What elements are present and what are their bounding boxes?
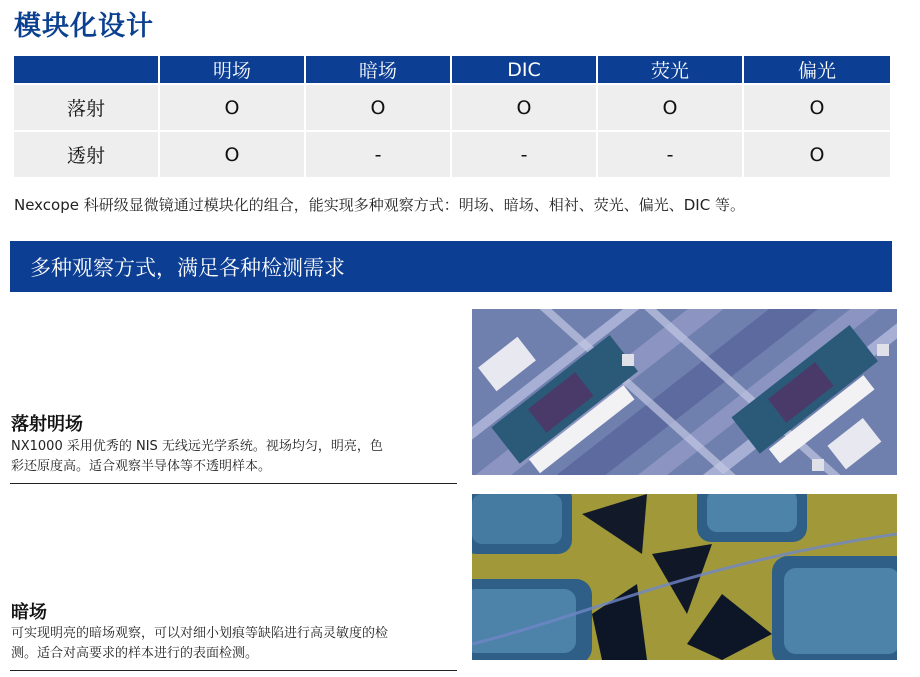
- row-header: 透射: [14, 130, 160, 177]
- feature-title-brightfield: 落射明场: [11, 414, 83, 435]
- table-cell: O: [160, 83, 306, 130]
- table-cell: O: [306, 83, 452, 130]
- divider: [10, 670, 457, 671]
- feature-text-line: 可实现明亮的暗场观察，可以对细小划痕等缺陷进行高灵敏度的检: [11, 626, 389, 641]
- table-cell: O: [160, 130, 306, 177]
- table-row: [14, 83, 890, 130]
- column-header: 明场: [160, 56, 306, 83]
- column-header: 暗场: [306, 56, 452, 83]
- brightfield-micrograph: [472, 309, 897, 475]
- table-cell: O: [452, 83, 598, 130]
- table-cell: O: [744, 83, 890, 130]
- feature-text-brightfield: [11, 437, 431, 477]
- feature-text-line: NX1000 采用优秀的 NIS 无线远光学系统。视场均匀，明亮，色: [11, 439, 383, 454]
- column-header: 偏光: [744, 56, 890, 83]
- feature-text-line: 测。适合对高要求的样本进行的表面检测。: [11, 646, 259, 661]
- darkfield-micrograph: [472, 494, 897, 660]
- column-header: DIC: [452, 56, 598, 83]
- feature-title-darkfield: 暗场: [11, 602, 47, 623]
- table-cell: O: [598, 83, 744, 130]
- banner-title: 多种观察方式，满足各种检测需求: [30, 255, 345, 280]
- module-description: Nexcope 科研级显微镜通过模块化的组合，能实现多种观察方式：明场、暗场、相衬、荧光、偏光、DIC 等。: [14, 196, 745, 214]
- table-row: [14, 130, 890, 177]
- feature-text-line: 彩还原度高。适合观察半导体等不透明样本。: [11, 459, 272, 474]
- row-header: 落射: [14, 83, 160, 130]
- table-cell: -: [598, 130, 744, 177]
- page-title: 模块化设计: [14, 11, 154, 42]
- table-header-row: [14, 56, 890, 83]
- column-header: 荧光: [598, 56, 744, 83]
- table-corner-cell: [14, 56, 160, 83]
- divider: [10, 483, 457, 484]
- table-cell: -: [452, 130, 598, 177]
- section-banner: [10, 241, 892, 292]
- table-cell: O: [744, 130, 890, 177]
- observation-mode-table: [14, 56, 890, 177]
- table-cell: -: [306, 130, 452, 177]
- feature-text-darkfield: [11, 624, 431, 664]
